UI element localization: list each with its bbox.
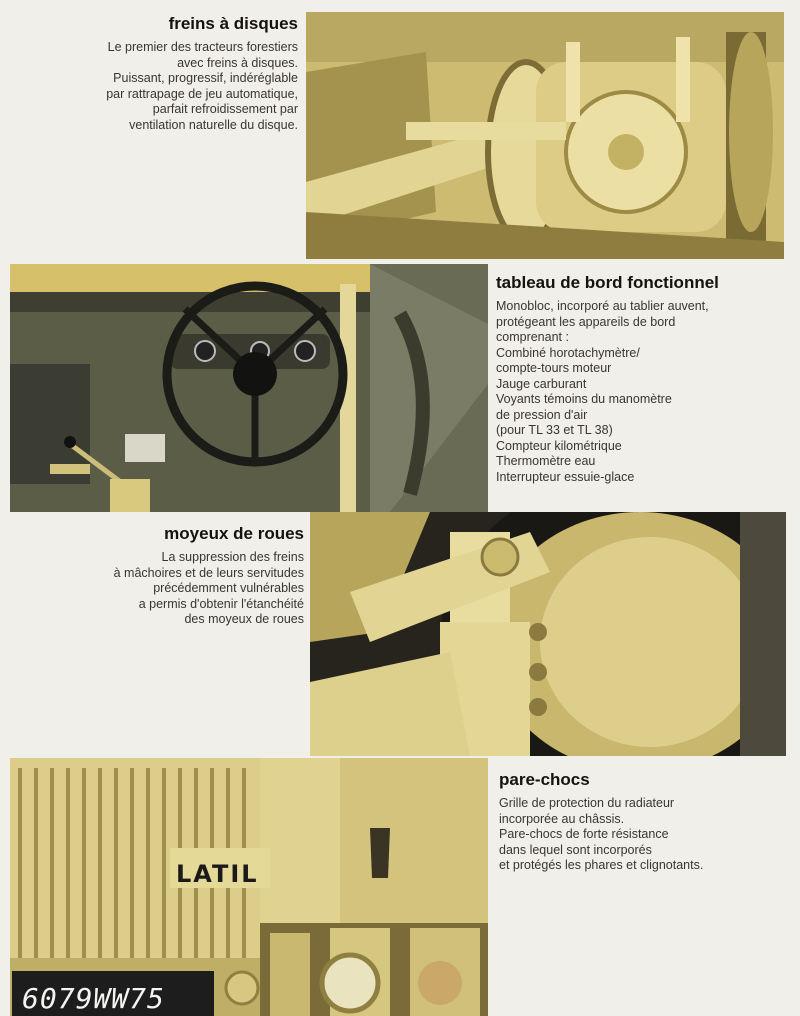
dashboard-line: Jauge carburant	[496, 376, 587, 391]
license-plate: 6079WW75	[22, 982, 165, 1015]
dashboard-line: protégeant les appareils de bord	[496, 314, 676, 329]
dashboard-line: de pression d'air	[496, 407, 588, 422]
dashboard-line: comprenant :	[496, 330, 569, 344]
disc-brakes-section	[60, 14, 298, 133]
wheel-hubs-title: moyeux de roues	[164, 524, 304, 543]
dashboard-line: (pour TL 33 et TL 38)	[496, 423, 613, 437]
wheel-hubs-line: a permis d'obtenir l'étanchéité	[138, 596, 304, 611]
dashboard-line: compte-tours moteur	[496, 361, 612, 375]
disc-brakes-line: parfait refroidissement par	[152, 102, 298, 116]
wheel-hubs-line: La suppression des freins	[161, 550, 304, 564]
bumper-line: Pare-chocs de forte résistance	[499, 827, 669, 841]
bumper-line: incorporée au châssis.	[499, 811, 625, 826]
bumper-section	[499, 770, 789, 874]
dashboard-line: Interrupteur essuie-glace	[496, 469, 635, 484]
dashboard-title: tableau de bord fonctionnel	[496, 273, 719, 292]
wheel-hubs-line: des moyeux de roues	[184, 612, 304, 626]
dashboard-line: Monobloc, incorporé au tablier auvent,	[496, 299, 709, 313]
bumper-line: dans lequel sont incorporés	[499, 842, 652, 857]
disc-brakes-line: Puissant, progressif, indéréglable	[113, 71, 298, 85]
wheel-hub-photo	[310, 512, 786, 756]
bumper-line: et protégés les phares et clignotants.	[499, 858, 704, 872]
wheel-hubs-line: à mâchoires et de leurs servitudes	[113, 565, 304, 580]
dashboard-line: Voyants témoins du manomètre	[496, 392, 672, 406]
dashboard-line: Combiné horotachymètre/	[496, 345, 640, 360]
disc-brakes-line: ventilation naturelle du disque.	[129, 117, 298, 132]
bumper-title: pare-chocs	[499, 770, 590, 789]
dashboard-line: Thermomètre eau	[496, 454, 596, 468]
disc-brakes-title: freins à disques	[168, 14, 298, 33]
wheel-hubs-section	[60, 524, 304, 628]
dashboard-line: Compteur kilométrique	[496, 438, 622, 453]
brand-badge: LATIL	[176, 860, 259, 888]
dashboard-photo	[10, 264, 488, 512]
dashboard-section	[496, 273, 786, 485]
disc-brakes-line: Le premier des tracteurs forestiers	[107, 40, 298, 54]
wheel-hubs-line: précédemment vulnérables	[153, 581, 304, 595]
disc-brakes-photo	[306, 12, 784, 259]
disc-brakes-line: avec freins à disques.	[177, 55, 298, 70]
bumper-photo	[10, 758, 488, 1016]
bumper-line: Grille de protection du radiateur	[499, 796, 675, 810]
disc-brakes-line: par rattrapage de jeu automatique,	[106, 86, 298, 101]
